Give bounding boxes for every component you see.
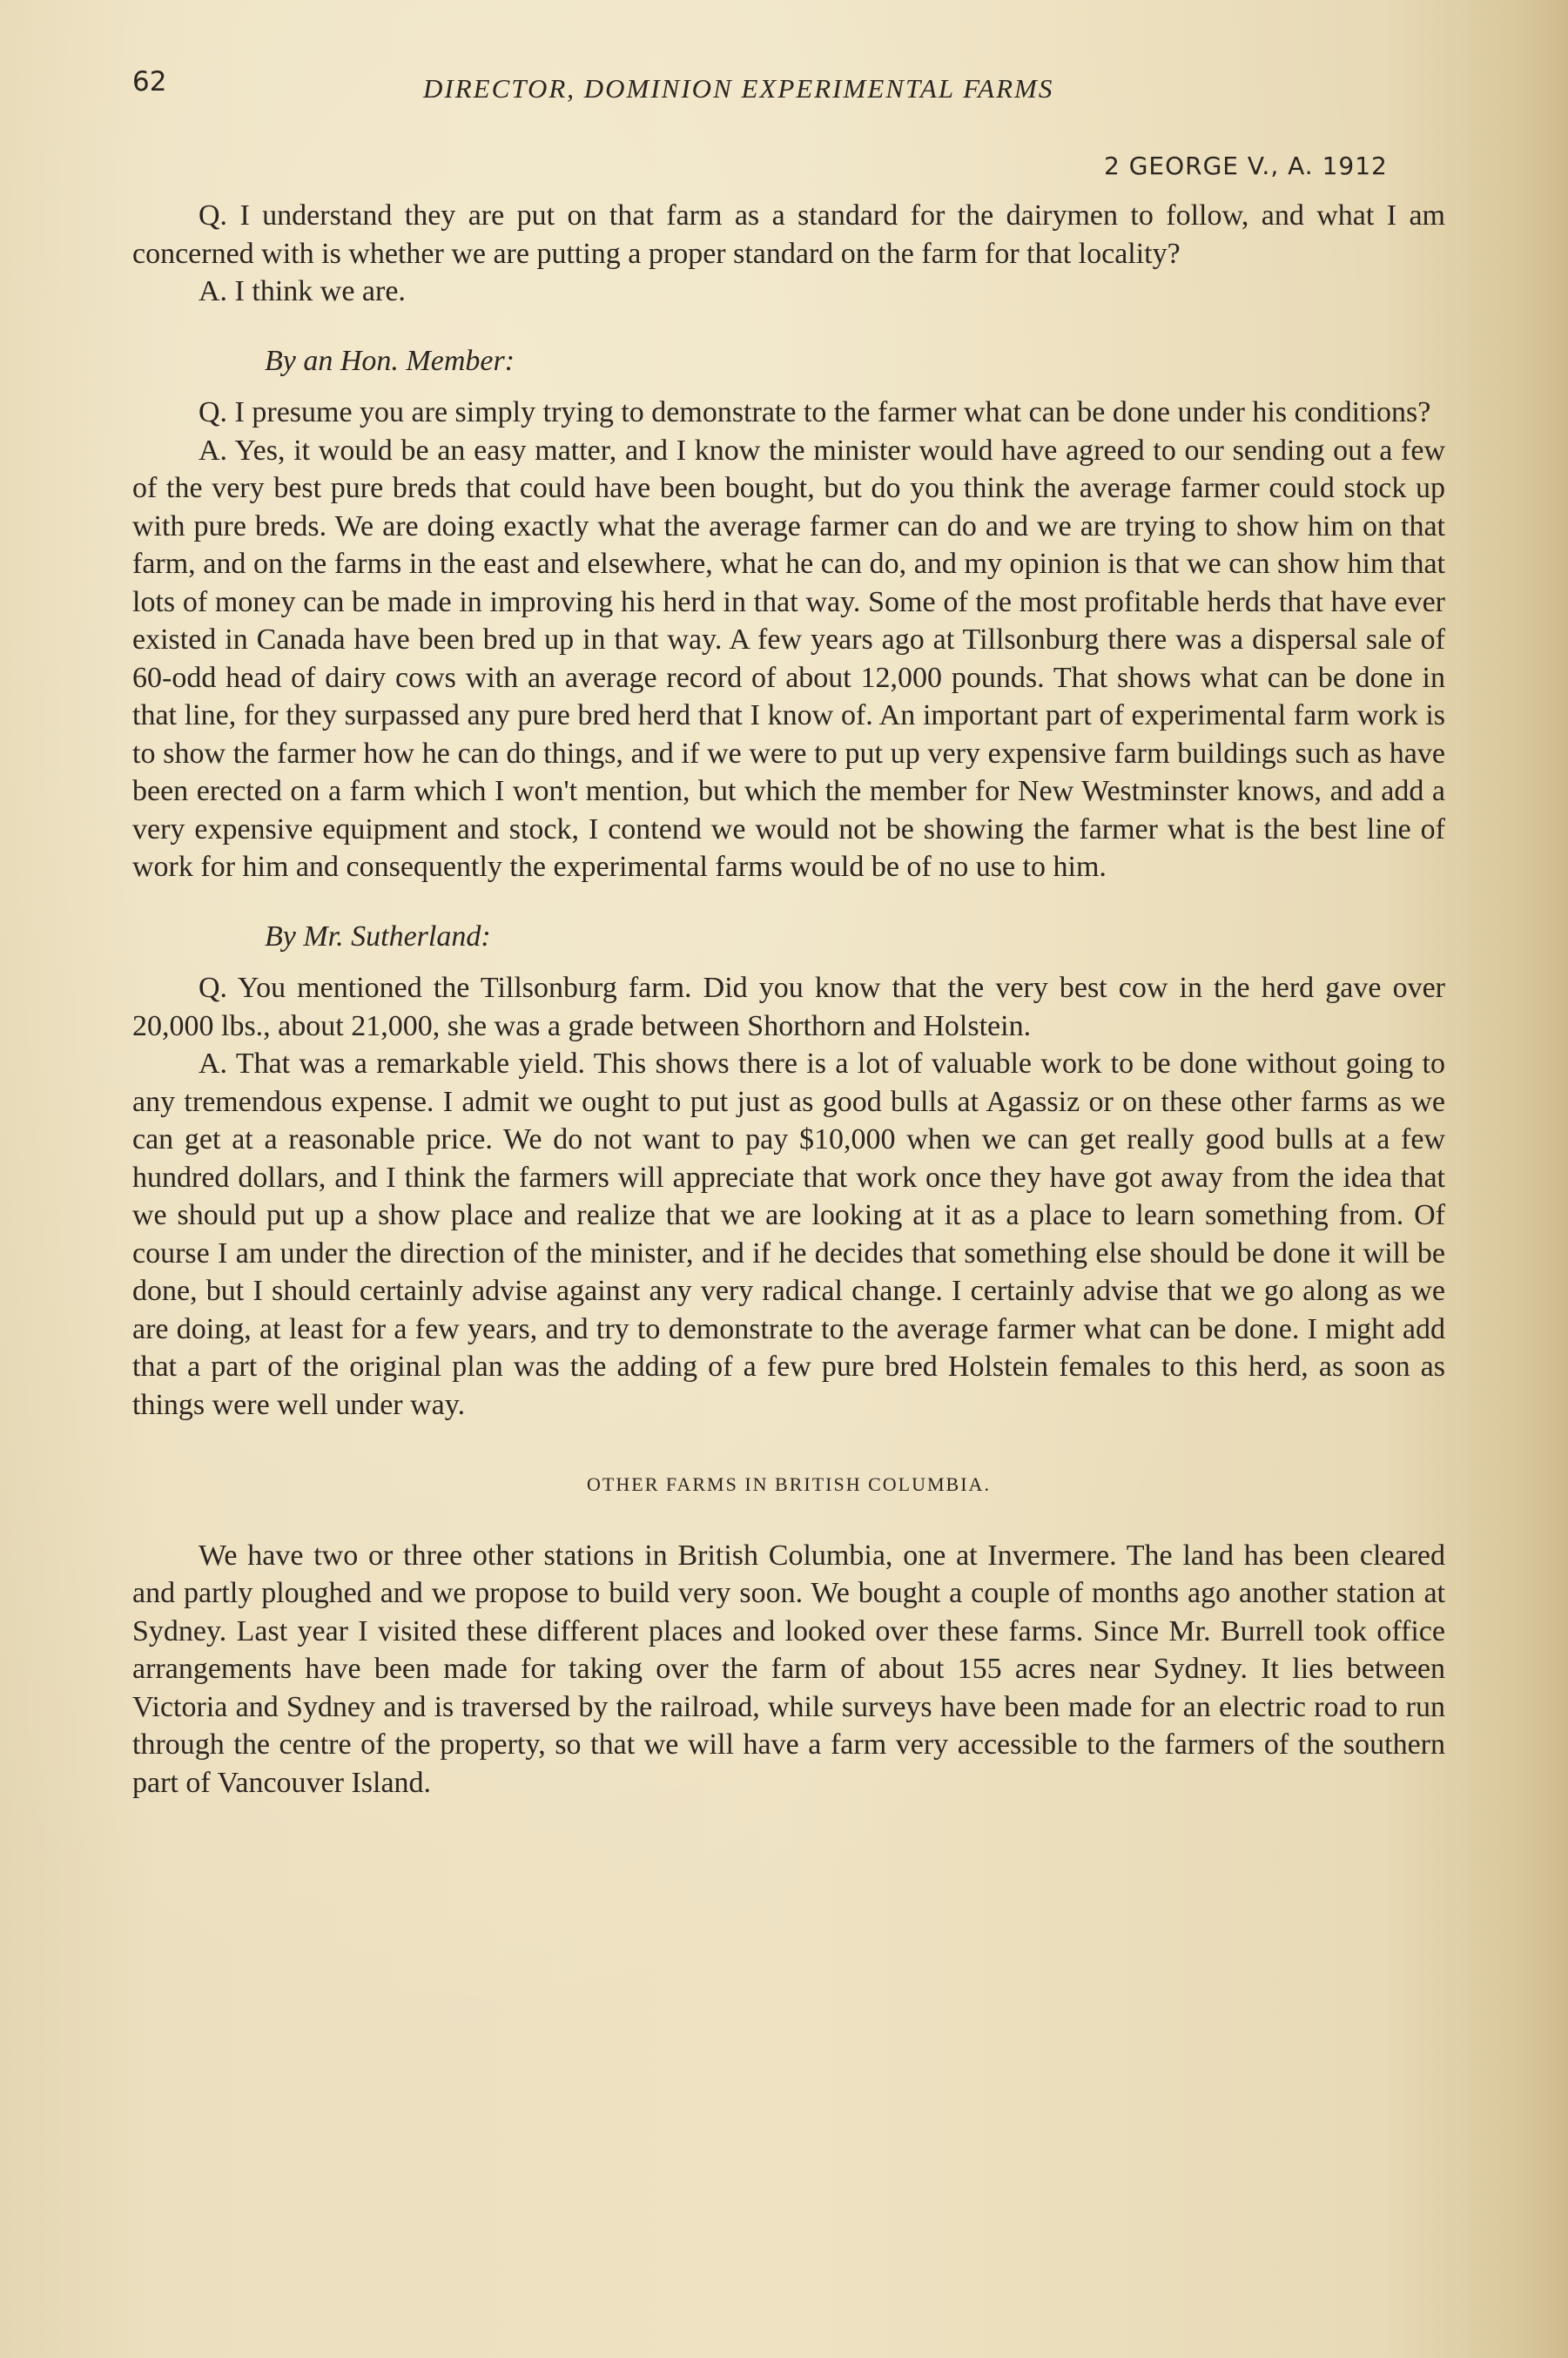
session-label: 2 GEORGE V., A. 1912 <box>1104 152 1388 180</box>
answer-paragraph: A. That was a remarkable yield. This shows there is a lot of valuable work to be done without going to any tremendous expense. I admit we ought to put just as good bulls at Agassiz or on these other farms as we can get at a reasonable price. We do not want to pay $10,000 when we can get really good bulls at a few hundred dollars, and I think the farmers will appreciate that work once they have got away from the idea that we should put up a show place and realize that we are looking at it as a place to learn something from. Of course I am under the direction of the minister, and if he decides that something else should be done it will be done, but I should certainly advise against any very radical change. I certainly advise that we go along as we are doing, at least for a few years, and try to demonstrate to the average farmer what can be done. I might add that a part of the original plan was the adding of a few pure bred Holstein females to this herd, as soon as things were well under way. <box>132 1048 1445 1421</box>
speaker-heading: By an Hon. Member: <box>265 344 515 377</box>
question-paragraph: Q. I understand they are put on that farm as a standard for the dairymen to follow, and what I am concerned with is whether we are putting a proper standard on the farm for that locality? <box>132 199 1445 270</box>
page-number: 62 <box>132 66 167 98</box>
speaker-heading: By Mr. Sutherland: <box>265 920 491 953</box>
question-paragraph: Q. You mentioned the Tillsonburg farm. Did you know that the very best cow in the herd gave over 20,000 lbs., about 21,000, she was a grade between Shorthorn and Holstein. <box>132 972 1445 1042</box>
body-paragraph: We have two or three other stations in British Columbia, one at Invermere. The land has been cleared and partly ploughed and we propose to build very soon. We bought a couple of months ago another station at Sydney. Last year I visited these different places and looked over these farms. Since Mr. Burrell took office arrangements have been made for taking over the farm of about 155 acres near Sydney. It lies between Victoria and Sydney and is traversed by the railroad, while surveys have been made for an electric road to run through the centre of the property, so that we will have a farm very accessible to the farmers of the southern part of Vancouver Island. <box>132 1539 1445 1799</box>
page-header <box>132 66 1177 118</box>
page-body <box>132 197 1445 1802</box>
answer-paragraph: A. Yes, it would be an easy matter, and I know the minister would have agreed to our sending out a few of the very best pure breds that could have been bought, but do you think the average farmer could stock up with pure breds. We are doing exactly what the average farmer can do and we are trying to show him on that farm, and on the farms in the east and elsewhere, what he can do, and my opinion is that we can show him that lots of money can be made in improving his herd in that way. Some of the most profitable herds that have ever existed in Canada have been bred up in that way. A few years ago at Tillsonburg there was a dispersal sale of 60-odd head of dairy cows with an average record of about 12,000 pounds. That shows what can be done in that line, for they surpassed any pure bred herd that I know of. An important part of experimental farm work is to show the farmer how he can do things, and if we were to put up very expensive farm buildings such as have been erected on a farm which I won't mention, but which the member for New Westminster knows, and add a very expensive equipment and stock, I contend we would not be showing the farmer what is the best line of work for him and consequently the experimental farms would be of no use to him. <box>132 434 1445 883</box>
question-paragraph: Q. I presume you are simply trying to demonstrate to the farmer what can be done under his conditions? <box>199 396 1431 428</box>
section-heading: OTHER FARMS IN BRITISH COLUMBIA. <box>587 1473 991 1495</box>
running-title: DIRECTOR, DOMINION EXPERIMENTAL FARMS <box>423 73 1054 104</box>
answer-paragraph: A. I think we are. <box>199 275 406 307</box>
